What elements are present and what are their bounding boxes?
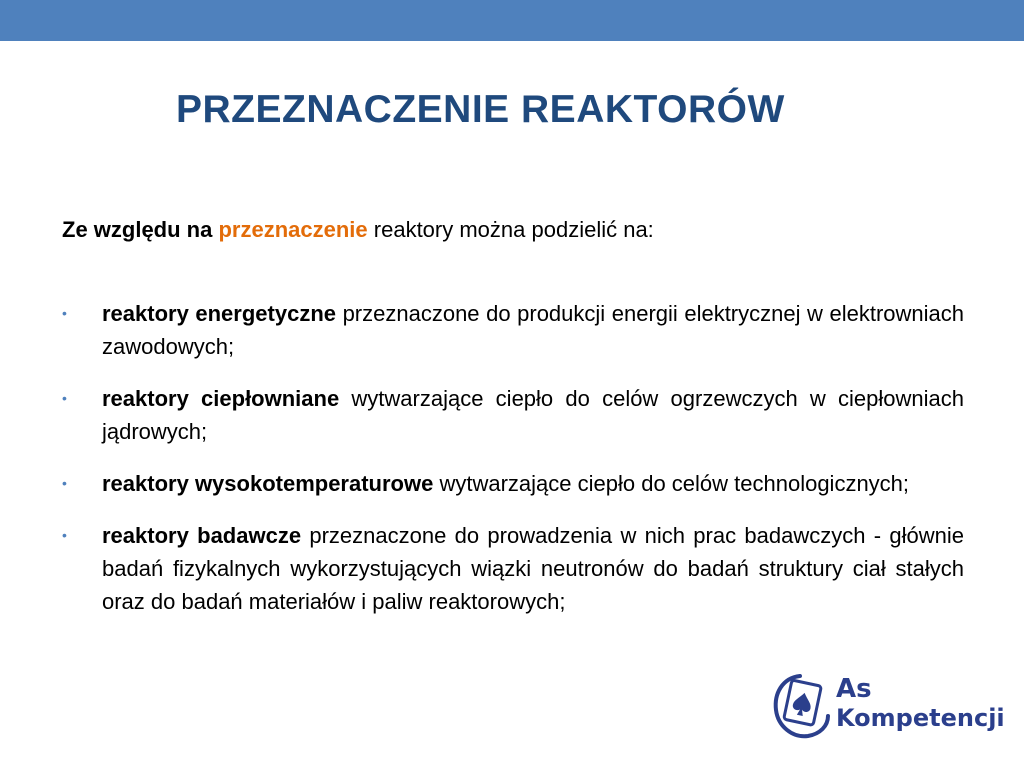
logo-text-as: As <box>836 674 872 704</box>
intro-rest: reaktory można podzielić na: <box>367 217 654 242</box>
list-item <box>62 297 964 363</box>
reactor-types-list <box>62 297 964 637</box>
reactor-description: przeznaczone do prowadzenia w nich prac badawczych - głównie badań fizykalnych wykorzystujących wiązki neutronów do badań struktury ciał stałych oraz do badań materiałów i paliw reaktorowych; <box>102 523 964 614</box>
bullet-icon: • <box>62 475 67 491</box>
reactor-term: reaktory ciepłowniane <box>102 386 340 411</box>
logo-text-kompetencji: Kompetencji <box>836 704 1005 732</box>
intro-highlight: przeznaczenie <box>218 217 368 242</box>
reactor-description: wytwarzające ciepło do celów technologicznych; <box>433 471 910 496</box>
top-accent-band <box>0 0 1024 41</box>
bullet-icon: • <box>62 390 67 406</box>
list-item <box>62 467 964 500</box>
intro-sentence <box>62 214 962 246</box>
reactor-term: reaktory wysokotemperaturowe <box>102 471 434 496</box>
list-item <box>62 519 964 618</box>
bullet-icon: • <box>62 527 67 543</box>
spade-card-icon <box>770 670 832 742</box>
intro-lead: Ze względu na <box>62 217 213 242</box>
bullet-icon: • <box>62 305 67 321</box>
reactor-term: reaktory badawcze <box>102 523 302 548</box>
as-kompetencji-logo <box>770 668 1005 748</box>
slide-title: PRZEZNACZENIE REAKTORÓW <box>176 88 785 131</box>
reactor-description: przeznaczone do produkcji energii elektrycznej w elektrowniach zawodowych; <box>102 301 965 359</box>
reactor-description: wytwarzające ciepło do celów ogrzewczych w ciepłowniach jądrowych; <box>102 386 964 444</box>
reactor-term: reaktory energetyczne <box>102 301 337 326</box>
list-item <box>62 382 964 448</box>
